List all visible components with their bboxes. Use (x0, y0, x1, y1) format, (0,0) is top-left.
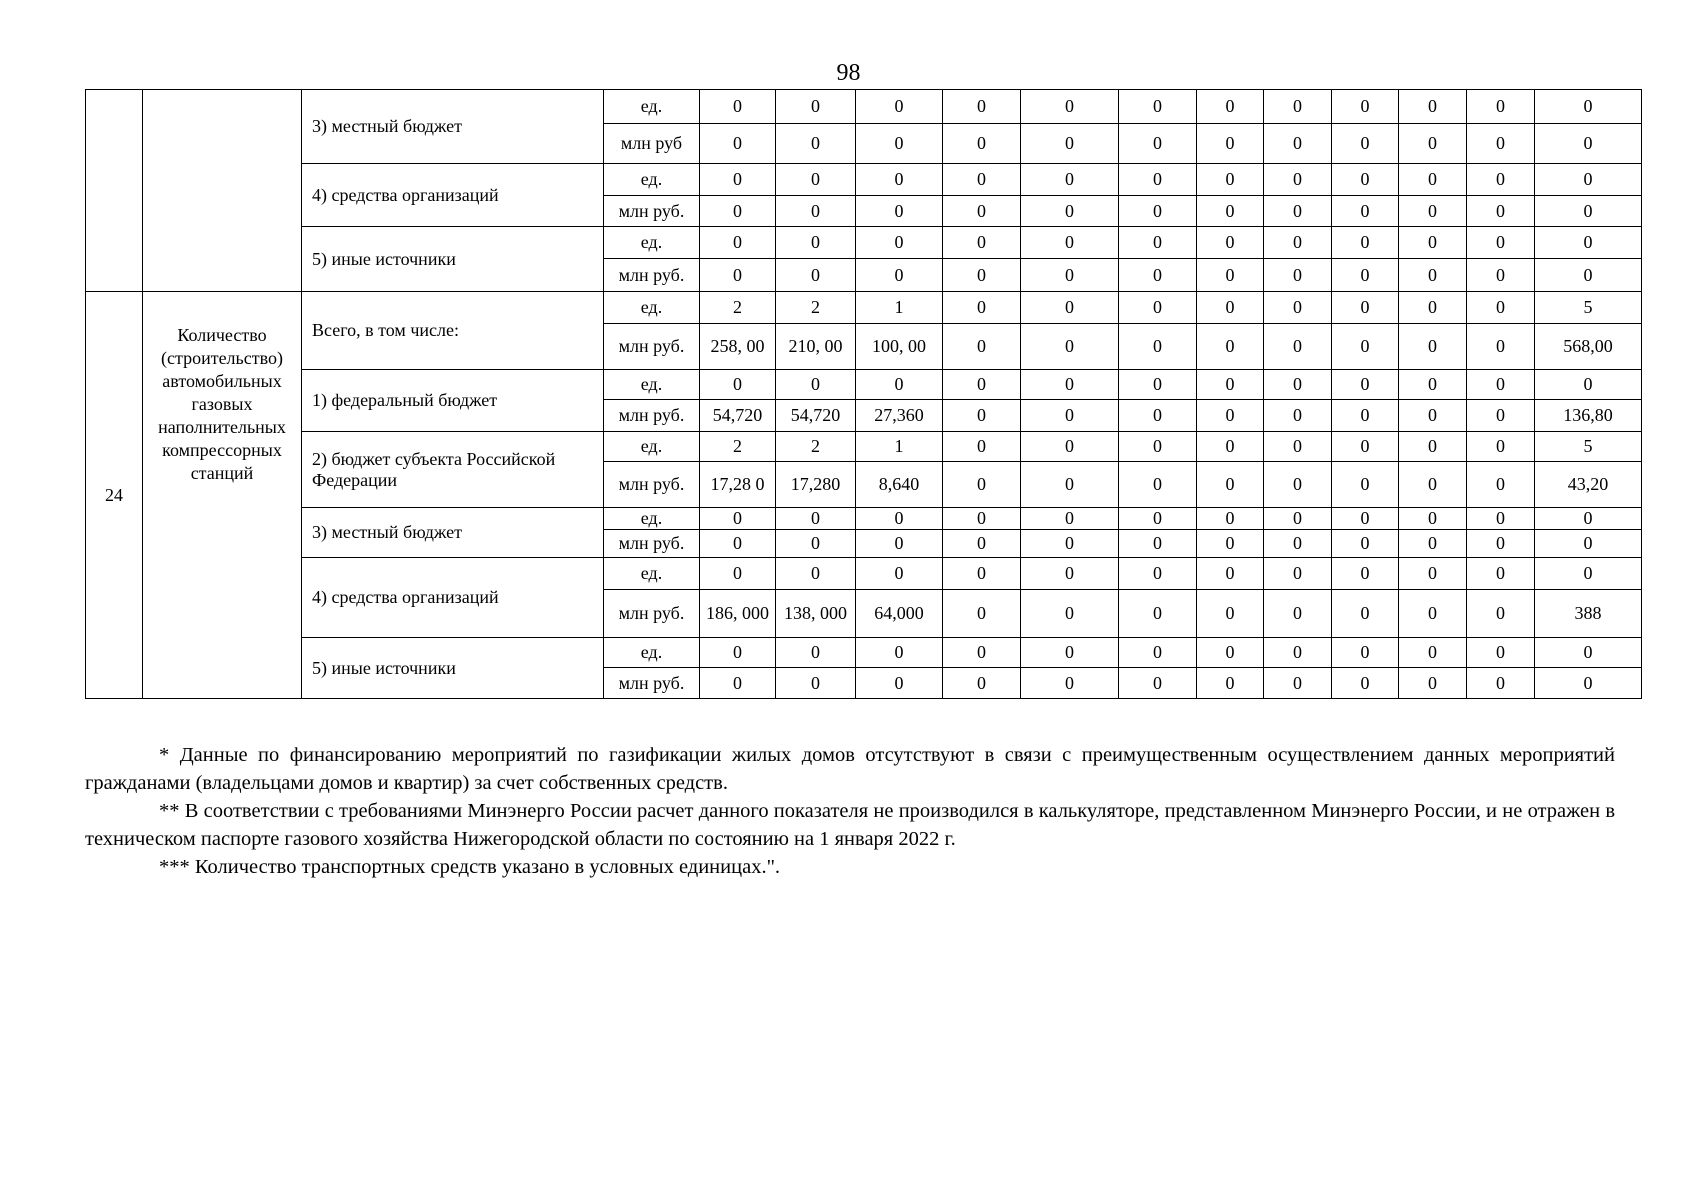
value-cell: 0 (1332, 668, 1399, 699)
unit-label: млн руб. (604, 324, 700, 370)
value-cell: 0 (943, 668, 1021, 699)
value-cell: 27,360 (856, 400, 943, 432)
source-label: 5) иные источники (302, 227, 604, 292)
source-label: 2) бюджет субъекта Российской Федерации (302, 432, 604, 508)
value-cell: 0 (1399, 590, 1467, 638)
value-cell: 0 (1197, 462, 1264, 508)
value-cell: 0 (776, 558, 856, 590)
value-cell: 0 (1467, 530, 1535, 558)
value-cell: 0 (1264, 124, 1332, 164)
table-row (86, 370, 1642, 400)
value-cell: 0 (1021, 432, 1119, 462)
value-cell: 388 (1535, 590, 1642, 638)
value-cell: 0 (1467, 259, 1535, 292)
value-cell: 0 (1399, 370, 1467, 400)
value-cell: 0 (1399, 324, 1467, 370)
value-cell: 0 (1332, 324, 1399, 370)
value-cell: 0 (1332, 292, 1399, 324)
value-cell: 0 (700, 530, 776, 558)
value-cell: 0 (1197, 432, 1264, 462)
value-cell: 0 (1535, 164, 1642, 196)
value-cell: 0 (1119, 668, 1197, 699)
value-cell: 0 (1467, 668, 1535, 699)
value-cell: 0 (1119, 90, 1197, 124)
value-cell: 0 (700, 638, 776, 668)
value-cell: 0 (1332, 638, 1399, 668)
value-cell: 0 (1467, 90, 1535, 124)
value-cell: 0 (943, 196, 1021, 227)
value-cell: 0 (776, 164, 856, 196)
value-cell: 0 (1535, 259, 1642, 292)
value-cell: 0 (1197, 530, 1264, 558)
value-cell: 0 (1332, 196, 1399, 227)
unit-label: млн руб. (604, 668, 700, 699)
source-label: 3) местный бюджет (302, 90, 604, 164)
unit-label: ед. (604, 638, 700, 668)
source-label: 4) средства организаций (302, 558, 604, 638)
value-cell: 138, 000 (776, 590, 856, 638)
value-cell: 0 (1535, 558, 1642, 590)
value-cell: 0 (1264, 292, 1332, 324)
value-cell: 0 (1332, 259, 1399, 292)
value-cell: 0 (943, 90, 1021, 124)
value-cell: 0 (943, 590, 1021, 638)
value-cell: 186, 000 (700, 590, 776, 638)
value-cell: 0 (1264, 590, 1332, 638)
value-cell: 0 (1197, 124, 1264, 164)
value-cell: 0 (700, 124, 776, 164)
unit-label: млн руб. (604, 590, 700, 638)
value-cell: 0 (1021, 638, 1119, 668)
value-cell: 0 (856, 124, 943, 164)
value-cell: 0 (1264, 462, 1332, 508)
value-cell: 5 (1535, 432, 1642, 462)
value-cell: 0 (1332, 462, 1399, 508)
value-cell: 0 (1399, 668, 1467, 699)
value-cell: 0 (1264, 370, 1332, 400)
value-cell: 568,00 (1535, 324, 1642, 370)
value-cell: 0 (700, 370, 776, 400)
value-cell: 0 (1197, 590, 1264, 638)
value-cell: 0 (1264, 196, 1332, 227)
value-cell: 0 (1535, 530, 1642, 558)
value-cell: 0 (1467, 164, 1535, 196)
value-cell: 0 (1264, 508, 1332, 530)
value-cell: 0 (1467, 638, 1535, 668)
value-cell: 210, 00 (776, 324, 856, 370)
value-cell: 0 (1535, 638, 1642, 668)
value-cell: 0 (700, 227, 776, 259)
value-cell: 258, 00 (700, 324, 776, 370)
unit-label: ед. (604, 432, 700, 462)
value-cell: 0 (1119, 638, 1197, 668)
value-cell: 0 (776, 227, 856, 259)
value-cell: 0 (1535, 227, 1642, 259)
value-cell: 0 (776, 370, 856, 400)
value-cell: 0 (776, 668, 856, 699)
value-cell: 100, 00 (856, 324, 943, 370)
value-cell: 0 (1467, 432, 1535, 462)
footnotes (85, 741, 1615, 881)
value-cell: 0 (856, 530, 943, 558)
value-cell: 0 (776, 508, 856, 530)
value-cell: 2 (776, 432, 856, 462)
value-cell: 0 (1264, 558, 1332, 590)
value-cell: 0 (1399, 432, 1467, 462)
value-cell: 0 (1119, 590, 1197, 638)
value-cell: 0 (1021, 90, 1119, 124)
value-cell: 0 (1535, 196, 1642, 227)
value-cell: 0 (1197, 259, 1264, 292)
footnote-3: *** Количество транспортных средств указано в условных единицах.". (159, 856, 781, 878)
value-cell: 0 (1399, 164, 1467, 196)
value-cell: 0 (1119, 292, 1197, 324)
value-cell: 0 (1021, 370, 1119, 400)
value-cell: 0 (1467, 196, 1535, 227)
value-cell: 0 (1197, 370, 1264, 400)
value-cell: 0 (1399, 530, 1467, 558)
value-cell: 0 (856, 90, 943, 124)
value-cell: 0 (1021, 462, 1119, 508)
value-cell: 0 (1197, 400, 1264, 432)
financing-table (85, 89, 1642, 699)
source-label: 1) федеральный бюджет (302, 370, 604, 432)
value-cell: 0 (1264, 530, 1332, 558)
value-cell: 0 (1332, 508, 1399, 530)
unit-label: ед. (604, 292, 700, 324)
value-cell: 0 (943, 432, 1021, 462)
unit-label: ед. (604, 370, 700, 400)
value-cell: 0 (1021, 292, 1119, 324)
value-cell: 43,20 (1535, 462, 1642, 508)
value-cell: 0 (1467, 324, 1535, 370)
value-cell: 0 (856, 638, 943, 668)
value-cell: 0 (1119, 324, 1197, 370)
value-cell: 0 (776, 530, 856, 558)
value-cell: 0 (1119, 227, 1197, 259)
value-cell: 17,280 (776, 462, 856, 508)
value-cell: 0 (1264, 90, 1332, 124)
value-cell: 0 (1399, 292, 1467, 324)
value-cell: 0 (700, 196, 776, 227)
value-cell: 0 (1467, 400, 1535, 432)
unit-label: ед. (604, 90, 700, 124)
value-cell: 0 (776, 90, 856, 124)
value-cell: 0 (1535, 124, 1642, 164)
value-cell: 0 (1332, 432, 1399, 462)
value-cell: 0 (1119, 558, 1197, 590)
value-cell: 0 (1332, 370, 1399, 400)
value-cell: 54,720 (700, 400, 776, 432)
value-cell: 0 (1264, 164, 1332, 196)
value-cell: 0 (1197, 558, 1264, 590)
table-row (86, 90, 1642, 124)
value-cell: 0 (943, 400, 1021, 432)
value-cell: 0 (1467, 558, 1535, 590)
value-cell: 2 (776, 292, 856, 324)
value-cell: 0 (1021, 530, 1119, 558)
source-label: 3) местный бюджет (302, 508, 604, 558)
unit-label: млн руб. (604, 530, 700, 558)
value-cell: 0 (1197, 196, 1264, 227)
value-cell: 0 (1399, 90, 1467, 124)
value-cell: 2 (700, 292, 776, 324)
table-row (86, 227, 1642, 259)
value-cell: 0 (1467, 462, 1535, 508)
value-cell: 0 (1119, 164, 1197, 196)
value-cell: 0 (1197, 638, 1264, 668)
value-cell: 0 (1264, 400, 1332, 432)
value-cell: 0 (856, 558, 943, 590)
source-label: 5) иные источники (302, 638, 604, 699)
value-cell: 0 (700, 164, 776, 196)
value-cell: 0 (1264, 668, 1332, 699)
value-cell: 0 (1332, 90, 1399, 124)
unit-label: ед. (604, 558, 700, 590)
value-cell: 0 (1332, 227, 1399, 259)
value-cell: 0 (700, 558, 776, 590)
value-cell: 0 (700, 90, 776, 124)
value-cell: 0 (1399, 227, 1467, 259)
value-cell: 0 (700, 668, 776, 699)
value-cell: 0 (856, 370, 943, 400)
value-cell: 0 (1399, 400, 1467, 432)
unit-label: млн руб. (604, 259, 700, 292)
value-cell: 0 (776, 196, 856, 227)
value-cell: 0 (943, 370, 1021, 400)
value-cell: 1 (856, 432, 943, 462)
value-cell: 0 (1021, 508, 1119, 530)
table-row (86, 432, 1642, 462)
value-cell: 0 (943, 508, 1021, 530)
table-row (86, 164, 1642, 196)
value-cell: 0 (1119, 370, 1197, 400)
value-cell: 0 (1197, 324, 1264, 370)
value-cell: 8,640 (856, 462, 943, 508)
value-cell: 64,000 (856, 590, 943, 638)
value-cell: 0 (1467, 292, 1535, 324)
value-cell: 2 (700, 432, 776, 462)
page-number: 98 (836, 60, 861, 86)
value-cell: 0 (1264, 259, 1332, 292)
value-cell: 0 (1197, 164, 1264, 196)
value-cell: 0 (1399, 259, 1467, 292)
value-cell: 0 (700, 259, 776, 292)
value-cell: 0 (1467, 227, 1535, 259)
value-cell: 0 (1535, 90, 1642, 124)
value-cell: 0 (1467, 508, 1535, 530)
value-cell: 0 (1119, 196, 1197, 227)
value-cell: 0 (943, 227, 1021, 259)
value-cell: 0 (1467, 124, 1535, 164)
value-cell: 0 (1332, 124, 1399, 164)
value-cell: 0 (943, 259, 1021, 292)
footnote-1: * Данные по финансированию мероприятий по газификации жилых домов отсутствуют в связи с преимущественным осуществлением данных мероприятий гражданами (владельцами домов и квартир) за счет собственных средств. (85, 744, 1615, 794)
value-cell: 0 (1399, 124, 1467, 164)
value-cell: 0 (1332, 558, 1399, 590)
value-cell: 0 (1021, 124, 1119, 164)
value-cell: 0 (856, 164, 943, 196)
unit-label: млн руб. (604, 400, 700, 432)
footnote-2: ** В соответствии с требованиями Минэнерго России расчет данного показателя не производился в калькуляторе, представленном Минэнерго России, и не отражен в техническом паспорте газового хозяйства Нижегородской области по состоянию на 1 января 2022 г. (85, 800, 1615, 850)
value-cell: 0 (1399, 508, 1467, 530)
value-cell: 5 (1535, 292, 1642, 324)
value-cell: 0 (1021, 668, 1119, 699)
unit-label: ед. (604, 164, 700, 196)
value-cell: 0 (943, 462, 1021, 508)
value-cell: 0 (1197, 90, 1264, 124)
value-cell: 0 (776, 124, 856, 164)
unit-label: млн руб. (604, 462, 700, 508)
value-cell: 0 (1264, 227, 1332, 259)
row-name-cell (143, 90, 302, 292)
value-cell: 0 (776, 638, 856, 668)
value-cell: 0 (1119, 400, 1197, 432)
value-cell: 0 (1264, 638, 1332, 668)
value-cell: 0 (700, 508, 776, 530)
value-cell: 0 (943, 530, 1021, 558)
value-cell: 136,80 (1535, 400, 1642, 432)
value-cell: 0 (856, 508, 943, 530)
table-row (86, 508, 1642, 530)
value-cell: 0 (943, 324, 1021, 370)
value-cell: 0 (943, 124, 1021, 164)
value-cell: 0 (1332, 164, 1399, 196)
value-cell: 0 (1119, 508, 1197, 530)
value-cell: 0 (1399, 558, 1467, 590)
value-cell: 0 (1535, 370, 1642, 400)
row-number-cell (86, 90, 143, 292)
value-cell: 0 (1021, 400, 1119, 432)
value-cell: 0 (1021, 590, 1119, 638)
value-cell: 0 (1197, 292, 1264, 324)
table-row (86, 292, 1642, 324)
value-cell: 0 (1264, 324, 1332, 370)
value-cell: 0 (1119, 259, 1197, 292)
table-row (86, 558, 1642, 590)
value-cell: 0 (1021, 558, 1119, 590)
value-cell: 0 (856, 227, 943, 259)
value-cell: 17,28 0 (700, 462, 776, 508)
value-cell: 1 (856, 292, 943, 324)
value-cell: 0 (1467, 590, 1535, 638)
value-cell: 0 (1197, 227, 1264, 259)
source-label: 4) средства организаций (302, 164, 604, 227)
value-cell: 0 (856, 668, 943, 699)
value-cell: 0 (943, 164, 1021, 196)
value-cell: 0 (1399, 196, 1467, 227)
value-cell: 0 (1332, 590, 1399, 638)
value-cell: 0 (1332, 400, 1399, 432)
value-cell: 0 (1467, 370, 1535, 400)
value-cell: 0 (943, 292, 1021, 324)
value-cell: 0 (1119, 124, 1197, 164)
value-cell: 0 (1119, 432, 1197, 462)
unit-label: ед. (604, 227, 700, 259)
value-cell: 0 (1535, 508, 1642, 530)
value-cell: 0 (1332, 530, 1399, 558)
value-cell: 0 (1197, 508, 1264, 530)
value-cell: 0 (1197, 668, 1264, 699)
value-cell: 54,720 (776, 400, 856, 432)
value-cell: 0 (1119, 462, 1197, 508)
value-cell: 0 (856, 259, 943, 292)
indicator-name: Количество (строительство) автомобильных газовых наполнительных компрессорных станций (143, 292, 302, 699)
value-cell: 0 (943, 558, 1021, 590)
value-cell: 0 (1264, 432, 1332, 462)
value-cell: 0 (1399, 462, 1467, 508)
value-cell: 0 (1021, 227, 1119, 259)
value-cell: 0 (943, 638, 1021, 668)
value-cell: 0 (1535, 668, 1642, 699)
value-cell: 0 (1021, 196, 1119, 227)
unit-label: млн руб. (604, 196, 700, 227)
value-cell: 0 (1119, 530, 1197, 558)
value-cell: 0 (1021, 259, 1119, 292)
value-cell: 0 (1399, 638, 1467, 668)
table-row (86, 638, 1642, 668)
value-cell: 0 (776, 259, 856, 292)
value-cell: 0 (1021, 164, 1119, 196)
row-number: 24 (86, 292, 143, 699)
unit-label: млн руб (604, 124, 700, 164)
source-label: Всего, в том числе: (302, 292, 604, 370)
value-cell: 0 (856, 196, 943, 227)
unit-label: ед. (604, 508, 700, 530)
value-cell: 0 (1021, 324, 1119, 370)
